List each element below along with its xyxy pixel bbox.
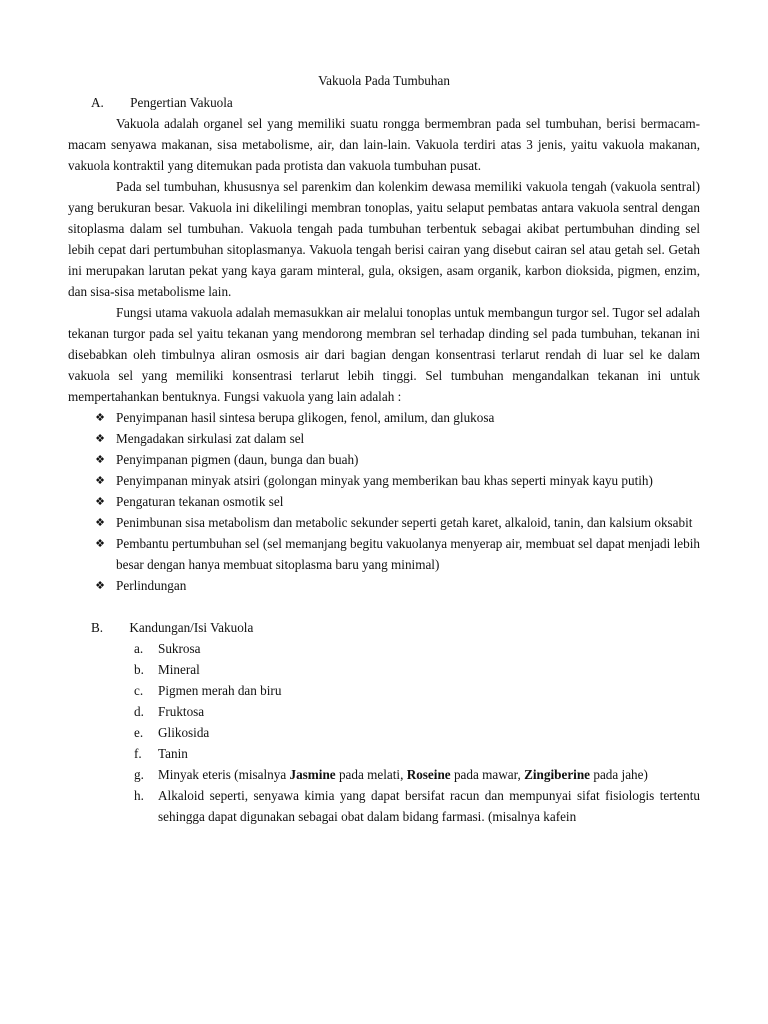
list-item: ❖ Penyimpanan minyak atsiri (golongan minyak yang memberikan bau khas seperti minyak kayu putih): [68, 470, 700, 491]
section-b-heading: [68, 617, 700, 638]
content-list: [68, 638, 700, 827]
diamond-bullet-icon: ❖: [95, 432, 105, 445]
section-b-title: Kandungan/Isi Vakuola: [129, 620, 254, 635]
bold-term: Jasmine: [289, 767, 336, 782]
list-item: ❖ Pembantu pertumbuhan sel (sel memanjang begitu vakuolanya menyerap air, membuat sel dapat menjadi lebih besar dengan hanya membuat sitoplasma baru yang minimal): [68, 533, 700, 575]
list-item: g. Minyak eteris (misalnya Jasmine pada melati, Roseine pada mawar, Zingiberine pada jahe): [134, 767, 648, 782]
paragraph-definition: Vakuola adalah organel sel yang memiliki suatu rongga bermembran pada sel tumbuhan, berisi bermacam-macam senyawa makanan, sisa metabolisme, air, dan lain-lain. Vakuola terdiri atas 3 jenis, yaitu vakuola makanan, vakuola kontraktil yang ditemukan pada protista dan vakuola tumbuhan pusat.: [68, 116, 700, 173]
diamond-bullet-icon: ❖: [95, 516, 105, 529]
list-item: h. Alkaloid seperti, senyawa kimia yang dapat bersifat racun dan mempunyai sifat fisiologis tertentu sehingga dapat digunakan sebagai obat dalam bidang farmasi. (misalnya kafein: [134, 788, 700, 824]
bold-term: Zingiberine: [524, 767, 591, 782]
section-a-letter: A.: [91, 95, 104, 110]
function-list: [68, 407, 700, 596]
list-item: ❖ Perlindungan: [68, 575, 700, 596]
list-item: ❖ Penyimpanan hasil sintesa berupa glikogen, fenol, amilum, dan glukosa: [68, 407, 700, 428]
diamond-bullet-icon: ❖: [95, 453, 105, 466]
list-item: ❖ Pengaturan tekanan osmotik sel: [68, 491, 700, 512]
list-item: a. Sukrosa: [134, 641, 201, 656]
bold-term: Roseine: [406, 767, 451, 782]
list-item: e. Glikosida: [134, 725, 210, 740]
section-a-title: Pengertian Vakuola: [130, 95, 233, 110]
list-item: f. Tanin: [134, 746, 188, 761]
diamond-bullet-icon: ❖: [95, 411, 105, 424]
diamond-bullet-icon: ❖: [95, 495, 105, 508]
paragraph-main-function: Fungsi utama vakuola adalah memasukkan air melalui tonoplas untuk membangun turgor sel. Tugor sel adalah tekanan turgor pada sel yaitu tekanan yang mendorong membran sel terhadap dinding sel pada tumbuhan, tekanan ini disebabkan oleh timbulnya aliran osmosis air dari bagian dengan konsentrasi terlarut rendah di luar sel ke dalam vakuola sel yang memiliki konsentrasi terlarut lebih tinggi. Sel tumbuhan mengandalkan tekanan ini untuk mempertahankan bentuknya. Fungsi vakuola yang lain adalah :: [68, 305, 700, 404]
list-item: ❖ Penimbunan sisa metabolism dan metabolic sekunder seperti getah karet, alkaloid, tanin, dan kalsium oksabit: [68, 512, 700, 533]
diamond-bullet-icon: ❖: [95, 579, 105, 592]
list-item: ❖ Penyimpanan pigmen (daun, bunga dan buah): [68, 449, 700, 470]
document-title: Vakuola Pada Tumbuhan: [318, 73, 450, 88]
diamond-bullet-icon: ❖: [95, 474, 105, 487]
section-gap: [68, 596, 700, 617]
list-item: c. Pigmen merah dan biru: [134, 683, 282, 698]
list-item: d. Fruktosa: [134, 704, 205, 719]
diamond-bullet-icon: ❖: [95, 537, 105, 550]
section-a-heading: [68, 92, 700, 113]
list-item: ❖ Mengadakan sirkulasi zat dalam sel: [68, 428, 700, 449]
section-b-letter: B.: [91, 620, 104, 635]
list-item: b. Mineral: [134, 662, 200, 677]
paragraph-central-vacuole: Pada sel tumbuhan, khususnya sel parenkim dan kolenkim dewasa memiliki vakuola tengah (vakuola sentral) yang berukuran besar. Vakuola ini dikelilingi membran tonoplas, yaitu selaput pembatas antara vakuola sentral dengan sitoplasma dalam sel tumbuhan. Vakuola tengah pada tumbuhan terbentuk sebagai akibat pertumbuhan dinding sel lebih cepat dari pertumbuhan sitoplasmanya. Vakuola tengah berisi cairan yang disebut cairan sel atau getah sel. Getah ini merupakan larutan pekat yang kaya garam minteral, gula, oksigen, asam organik, karbon dioksida, pigmen, enzim, dan sisa-sisa metabolisme lain.: [68, 179, 700, 299]
